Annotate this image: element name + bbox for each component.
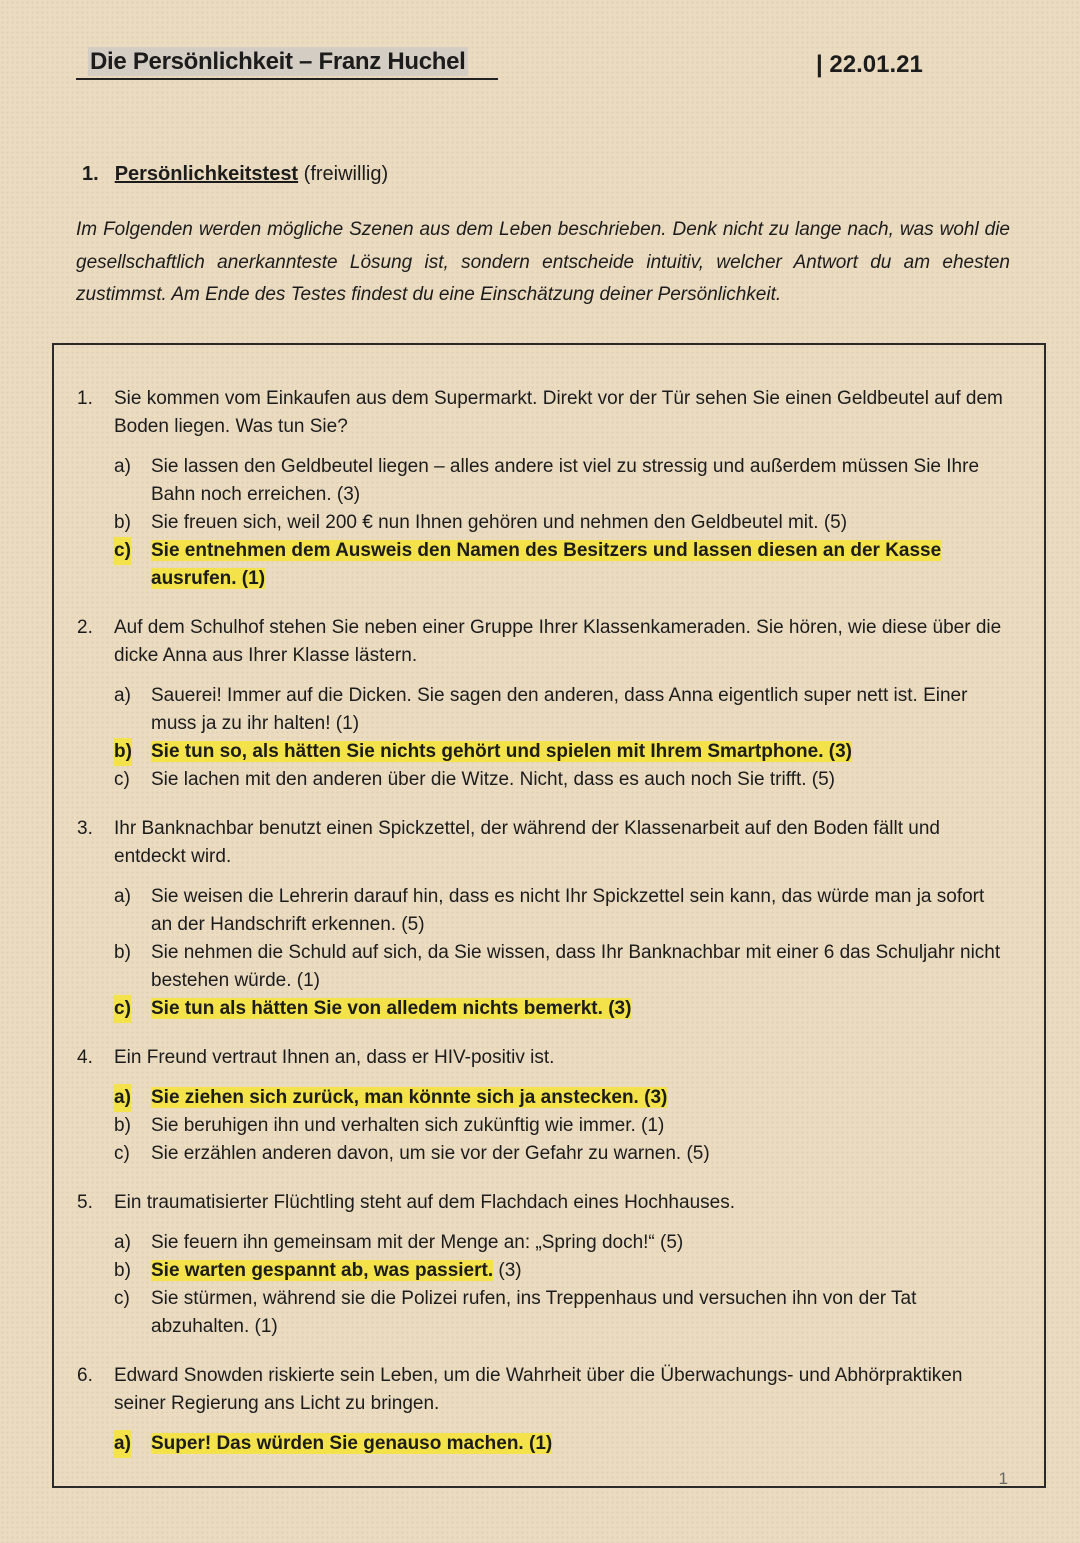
answer-text: Sie weisen die Lehrerin darauf hin, dass es nicht Ihr Spickzettel sein kann, das würde man ja sofort an der Handschrift erkennen. (5) (151, 886, 985, 935)
question-number: 1. (77, 388, 93, 409)
page-title-text: Die Persönlichkeit – Franz Huchel (90, 48, 466, 75)
page-date: | 22.01.21 (816, 51, 923, 78)
question-text: Sie kommen vom Einkaufen aus dem Supermarkt. Direkt vor der Tür sehen Sie einen Geldbeutel auf dem Boden liegen. Was tun Sie? (114, 388, 1003, 437)
section-heading (82, 163, 388, 186)
answer-text: Sie freuen sich, weil 200 € nun Ihnen gehören und nehmen den Geldbeutel mit. (5) (151, 512, 848, 533)
question-number: 4. (77, 1047, 93, 1068)
section-number: 1. (82, 163, 99, 185)
answer-option (114, 509, 1008, 537)
question-text: Ihr Banknachbar benutzt einen Spickzettel, der während der Klassenarbeit auf den Boden fällt und entdeckt wird. (114, 818, 940, 867)
answer-option (114, 1140, 1008, 1168)
answer-points: (3) (493, 1260, 522, 1281)
answer-text: Sie tun so, als hätten Sie nichts gehört und spielen mit Ihrem Smartphone. (3) (151, 741, 852, 762)
answer-letter: a) (114, 1232, 131, 1253)
answer-text: Sie beruhigen ihn und verhalten sich zukünftig wie immer. (1) (151, 1115, 665, 1136)
question-6 (54, 1362, 1044, 1458)
answer-letter: c) (114, 995, 131, 1023)
section-note: (freiwillig) (303, 163, 389, 185)
answer-text: Sie feuern ihn gemeinsam mit der Menge an: „Spring doch!“ (5) (151, 1232, 684, 1253)
answer-letter: a) (114, 456, 131, 477)
answer-list (114, 1229, 1008, 1341)
answer-letter: c) (114, 769, 130, 790)
answer-list (114, 453, 1008, 593)
answer-text: Sie nehmen die Schuld auf sich, da Sie wissen, dass Ihr Banknachbar mit einer 6 das Schuljahr nicht bestehen würde. (1) (151, 942, 1001, 991)
answer-option (114, 1112, 1008, 1140)
answer-letter: b) (114, 1115, 131, 1136)
answer-letter: c) (114, 1288, 130, 1309)
answer-letter: c) (114, 537, 131, 565)
answer-option-highlighted (114, 537, 1008, 593)
question-list (54, 385, 1044, 1479)
section-name: Persönlichkeitstest (114, 163, 299, 185)
answer-list (114, 1084, 1008, 1168)
answer-list (114, 682, 1008, 794)
answer-option-highlighted (114, 1430, 1008, 1458)
test-box (52, 343, 1046, 1488)
page-title (76, 48, 498, 80)
answer-text: Sie entnehmen dem Ausweis den Namen des Besitzers und lassen diesen an der Kasse ausrufen. (1) (151, 540, 942, 589)
answer-text: Sie lachen mit den anderen über die Witze. Nicht, dass es auch noch Sie trifft. (5) (151, 769, 835, 790)
answer-option (114, 883, 1008, 939)
answer-option-highlighted (114, 995, 1008, 1023)
answer-list (114, 1430, 1008, 1458)
answer-text: Sie lassen den Geldbeutel liegen – alles andere ist viel zu stressig und außerdem müssen Sie Ihre Bahn noch erreichen. (3) (151, 456, 980, 505)
question-text: Edward Snowden riskierte sein Leben, um die Wahrheit über die Überwachungs- und Abhörpraktiken seiner Regierung ans Licht zu bringen. (114, 1365, 963, 1414)
question-3 (54, 815, 1044, 1023)
answer-letter: a) (114, 685, 131, 706)
answer-letter: b) (114, 512, 131, 533)
answer-text: Super! Das würden Sie genauso machen. (1) (151, 1433, 553, 1454)
answer-letter: a) (114, 886, 131, 907)
question-number: 3. (77, 818, 93, 839)
answer-option (114, 682, 1008, 738)
answer-letter: a) (114, 1084, 131, 1112)
question-number: 2. (77, 617, 93, 638)
answer-text: Sie erzählen anderen davon, um sie vor der Gefahr zu warnen. (5) (151, 1143, 710, 1164)
answer-text: Sie tun als hätten Sie von alledem nichts bemerkt. (3) (151, 998, 632, 1019)
answer-option (114, 453, 1008, 509)
intro-text: Im Folgenden werden mögliche Szenen aus dem Leben beschrieben. Denk nicht zu lange nach, was wohl die gesellschaftlich anerkannteste Lösung ist, sondern entscheide intuitiv, welcher Antwort du am ehesten zustimmst. Am Ende des Testes findest du eine Einschätzung deiner Persönlichkeit. (76, 219, 1010, 305)
answer-letter: b) (114, 738, 132, 766)
answer-text: Sauerei! Immer auf die Dicken. Sie sagen den anderen, dass Anna eigentlich super nett ist. Einer muss ja zu ihr halten! (1) (151, 685, 968, 734)
answer-option (114, 939, 1008, 995)
question-text: Ein Freund vertraut Ihnen an, dass er HIV-positiv ist. (114, 1047, 555, 1068)
question-2 (54, 614, 1044, 794)
answer-letter: c) (114, 1143, 130, 1164)
answer-text: Sie stürmen, während sie die Polizei rufen, ins Treppenhaus und versuchen ihn von der Tat abzuhalten. (1) (151, 1288, 917, 1337)
answer-list (114, 883, 1008, 1023)
answer-option (114, 1229, 1008, 1257)
answer-letter: b) (114, 942, 131, 963)
question-number: 5. (77, 1192, 93, 1213)
answer-text: Sie ziehen sich zurück, man könnte sich ja anstecken. (3) (151, 1087, 668, 1108)
answer-letter: b) (114, 1260, 131, 1281)
answer-option-partially-highlighted (114, 1257, 1008, 1285)
question-4 (54, 1044, 1044, 1168)
answer-option (114, 1285, 1008, 1341)
answer-option-highlighted (114, 738, 1008, 766)
question-5 (54, 1189, 1044, 1341)
question-number: 6. (77, 1365, 93, 1386)
page-number: 1 (998, 1469, 1008, 1488)
answer-option (114, 766, 1008, 794)
question-1 (54, 385, 1044, 593)
question-text: Auf dem Schulhof stehen Sie neben einer Gruppe Ihrer Klassenkameraden. Sie hören, wie diese über die dicke Anna aus Ihrer Klasse lästern. (114, 617, 1002, 666)
answer-letter: a) (114, 1430, 131, 1458)
answer-option-highlighted (114, 1084, 1008, 1112)
answer-text: Sie warten gespannt ab, was passiert. (151, 1260, 494, 1281)
question-text: Ein traumatisierter Flüchtling steht auf dem Flachdach eines Hochhauses. (114, 1192, 735, 1213)
